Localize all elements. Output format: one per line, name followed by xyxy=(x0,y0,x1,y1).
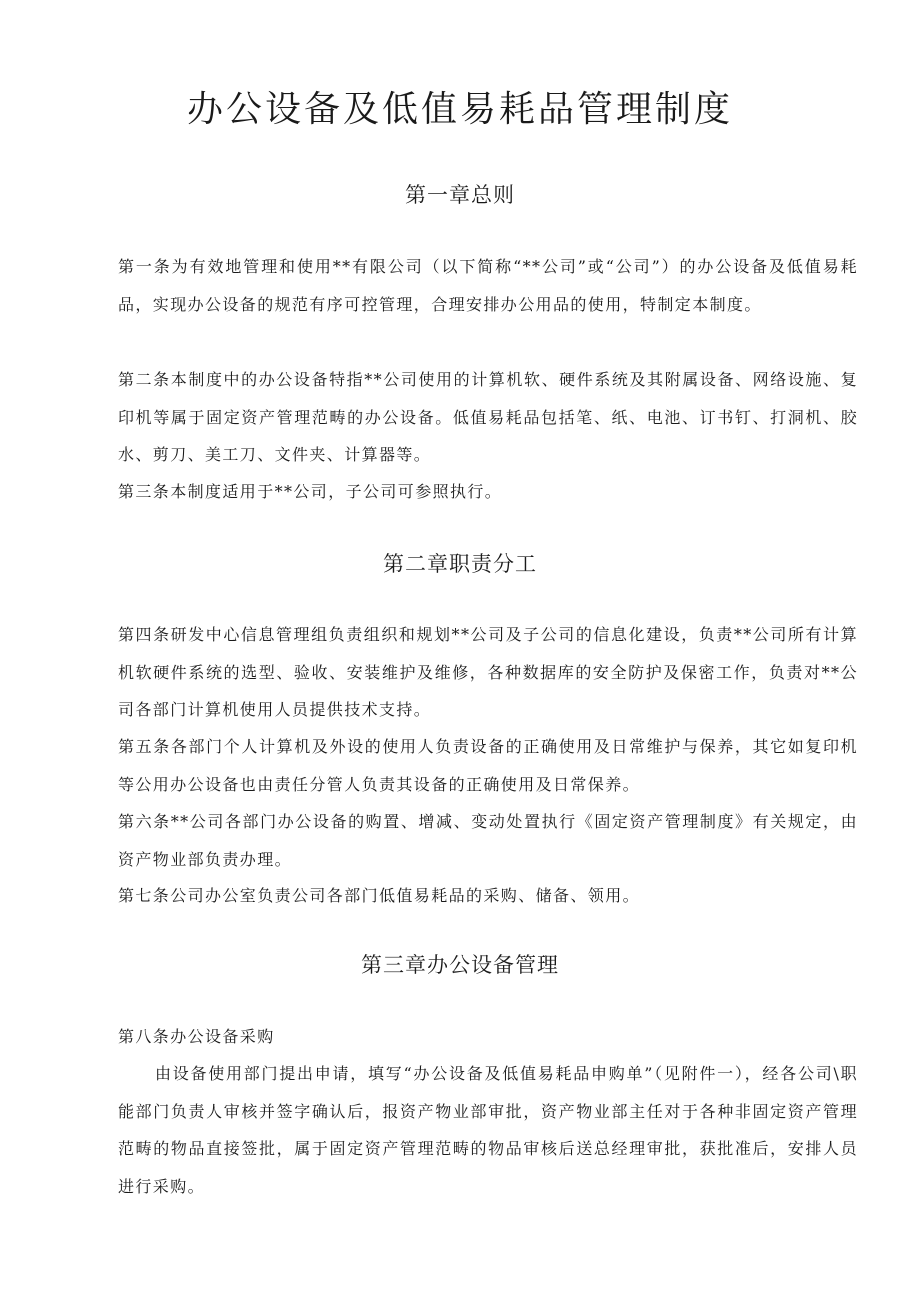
chapter-3-heading: 第三章办公设备管理 xyxy=(361,953,559,977)
article-8-heading: 第八条办公设备采购 xyxy=(118,1027,275,1046)
document-title: 办公设备及低值易耗品管理制度 xyxy=(186,89,733,130)
article-3: 第三条本制度适用于**公司，子公司可参照执行。 xyxy=(118,482,503,501)
chapter-2-heading: 第二章职责分工 xyxy=(383,552,537,576)
article-4: 第四条研发中心信息管理组负责组织和规划**公司及子公司的信息化建设，负责**公司所有计算机软硬件系统的选型、验收、安装维护及维修，各种数据库的安全防护及保密工作，负责对**公司各部门计算机使用人员提供技术支持。 xyxy=(118,625,858,719)
article-8-body: 由设备使用部门提出申请，填写“办公设备及低值易耗品申购单”（见附件一），经各公司\职能部门负责人审核并签字确认后，报资产物业部审批，资产物业部主任对于各种非固定资产管理范畴的物品直接签批，属于固定资产管理范畴的物品审核后送总经理审批，获批准后，安排人员进行采购。 xyxy=(118,1064,858,1196)
article-6: 第六条**公司各部门办公设备的购置、增减、变动处置执行《固定资产管理制度》有关规定，由资产物业部负责办理。 xyxy=(118,812,858,869)
chapter-1-heading: 第一章总则 xyxy=(405,183,515,207)
article-7: 第七条公司办公室负责公司各部门低值易耗品的采购、储备、领用。 xyxy=(118,886,641,905)
article-1: 第一条为有效地管理和使用**有限公司（以下简称“**公司”或“公司”）的办公设备及低值易耗品，实现办公设备的规范有序可控管理，合理安排办公用品的使用，特制定本制度。 xyxy=(118,257,858,314)
article-5: 第五条各部门个人计算机及外设的使用人负责设备的正确使用及日常维护与保养，其它如复印机等公用办公设备也由责任分管人负责其设备的正确使用及日常保养。 xyxy=(118,737,858,794)
article-2: 第二条本制度中的办公设备特指**公司使用的计算机软、硬件系统及其附属设备、网络设施、复印机等属于固定资产管理范畴的办公设备。低值易耗品包括笔、纸、电池、订书钉、打洞机、胶水、剪刀、美工刀、文件夹、计算器等。 xyxy=(118,370,858,464)
